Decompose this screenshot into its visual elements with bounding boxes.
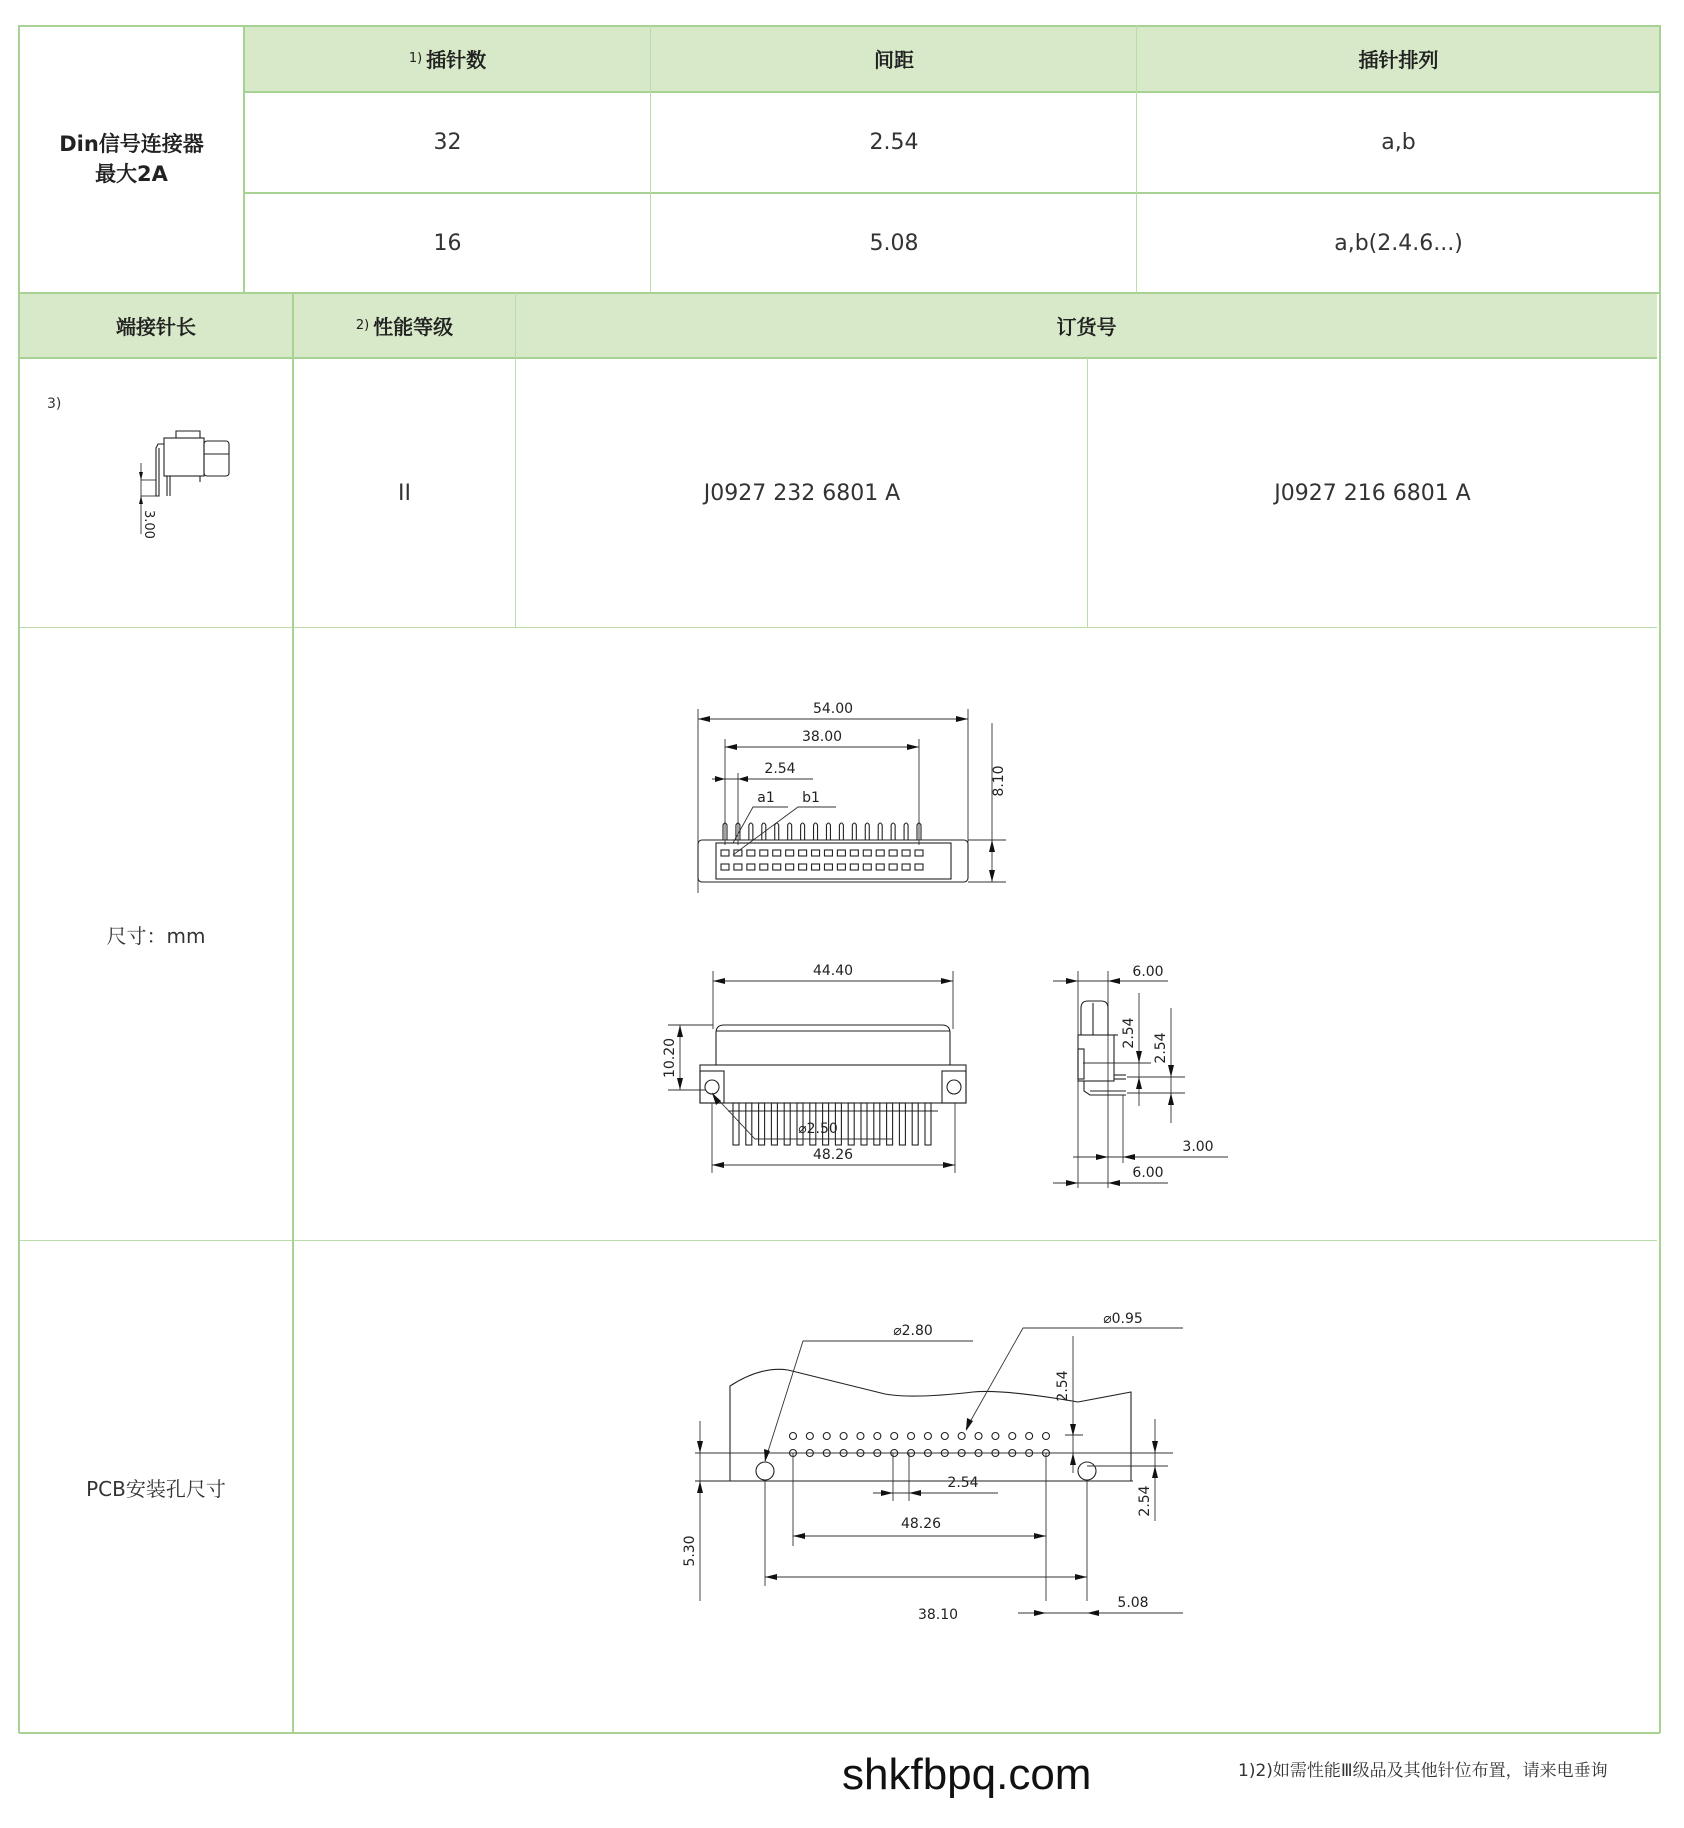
pcb-label: PCB安装孔尺寸 <box>86 1476 226 1501</box>
svg-text:⌀2.50: ⌀2.50 <box>798 1121 838 1137</box>
svg-text:2.54: 2.54 <box>1055 1370 1071 1402</box>
row1-pins: 32 <box>433 130 462 155</box>
svg-text:44.40: 44.40 <box>812 963 854 979</box>
header-performance-level: 2) 性能等级 <box>293 293 516 358</box>
svg-text:⌀2.80: ⌀2.80 <box>893 1323 933 1339</box>
pcb-hole-drawing <box>673 1311 1193 1691</box>
header-order-number: 订货号 <box>516 293 1657 358</box>
header-pin-arrangement: 插针排列 <box>1137 25 1660 92</box>
terminal-dim-label: 3.00 <box>141 510 156 539</box>
performance-value: II <box>398 480 411 506</box>
header-pin-count: 1) 插针数 <box>244 25 651 92</box>
side-view-drawing <box>1043 963 1383 1193</box>
dimensions-label: 尺寸：mm <box>106 924 206 948</box>
footnote-marker: 1) <box>408 51 423 66</box>
svg-text:2.54: 2.54 <box>1137 1485 1153 1517</box>
footnote-marker: 2) <box>355 318 370 333</box>
row1-arrangement: a,b <box>1381 130 1416 155</box>
svg-text:48.26: 48.26 <box>900 1516 942 1532</box>
svg-text:⌀0.95: ⌀0.95 <box>1103 1311 1143 1327</box>
row2-arrangement: a,b(2.4.6...) <box>1334 230 1463 256</box>
terminal-length-drawing <box>119 418 269 538</box>
footnote: 1)2)如需性能Ⅲ级品及其他针位布置，请来电垂询 <box>1238 1761 1608 1781</box>
top-view-drawing <box>658 963 958 1183</box>
terminal-length-cell <box>19 358 293 628</box>
svg-text:6.00: 6.00 <box>1132 964 1164 980</box>
svg-text:5.30: 5.30 <box>682 1535 698 1567</box>
product-title-line1: Din信号连接器 <box>59 132 204 156</box>
product-title-line2: 最大2A <box>95 162 168 186</box>
svg-text:3.00: 3.00 <box>1182 1139 1214 1155</box>
svg-text:38.00: 38.00 <box>801 729 843 745</box>
svg-text:2.54: 2.54 <box>1121 1017 1137 1049</box>
header-terminal-length: 端接针长 <box>19 293 293 358</box>
svg-text:b1: b1 <box>802 790 820 806</box>
svg-text:10.20: 10.20 <box>662 1037 678 1079</box>
front-pin-row <box>721 823 923 870</box>
svg-text:a1: a1 <box>757 790 775 806</box>
svg-text:54.00: 54.00 <box>812 701 854 717</box>
order-number-16[interactable]: J0927 216 6801 A <box>1274 480 1471 506</box>
row2-pins: 16 <box>433 230 462 256</box>
svg-text:2.54: 2.54 <box>1153 1032 1169 1064</box>
svg-text:48.26: 48.26 <box>812 1147 854 1163</box>
pcb-drawing-cell <box>293 1241 1657 1733</box>
svg-text:2.54: 2.54 <box>764 761 796 777</box>
product-title-cell <box>19 25 244 293</box>
dimensions-drawing-cell <box>293 628 1657 1241</box>
header-pitch: 间距 <box>651 25 1137 92</box>
svg-text:6.00: 6.00 <box>1132 1165 1164 1181</box>
svg-text:8.10: 8.10 <box>991 765 1007 797</box>
watermark: shkfbpq.com <box>842 1750 1092 1799</box>
row2-pitch: 5.08 <box>869 230 919 256</box>
svg-text:5.08: 5.08 <box>1117 1595 1149 1611</box>
footnote-marker: 3) <box>47 396 62 412</box>
order-number-32[interactable]: J0927 232 6801 A <box>703 480 901 506</box>
svg-text:2.54: 2.54 <box>947 1475 979 1491</box>
row1-pitch: 2.54 <box>869 130 919 155</box>
front-view-drawing <box>688 703 1033 903</box>
svg-text:38.10: 38.10 <box>917 1607 959 1623</box>
